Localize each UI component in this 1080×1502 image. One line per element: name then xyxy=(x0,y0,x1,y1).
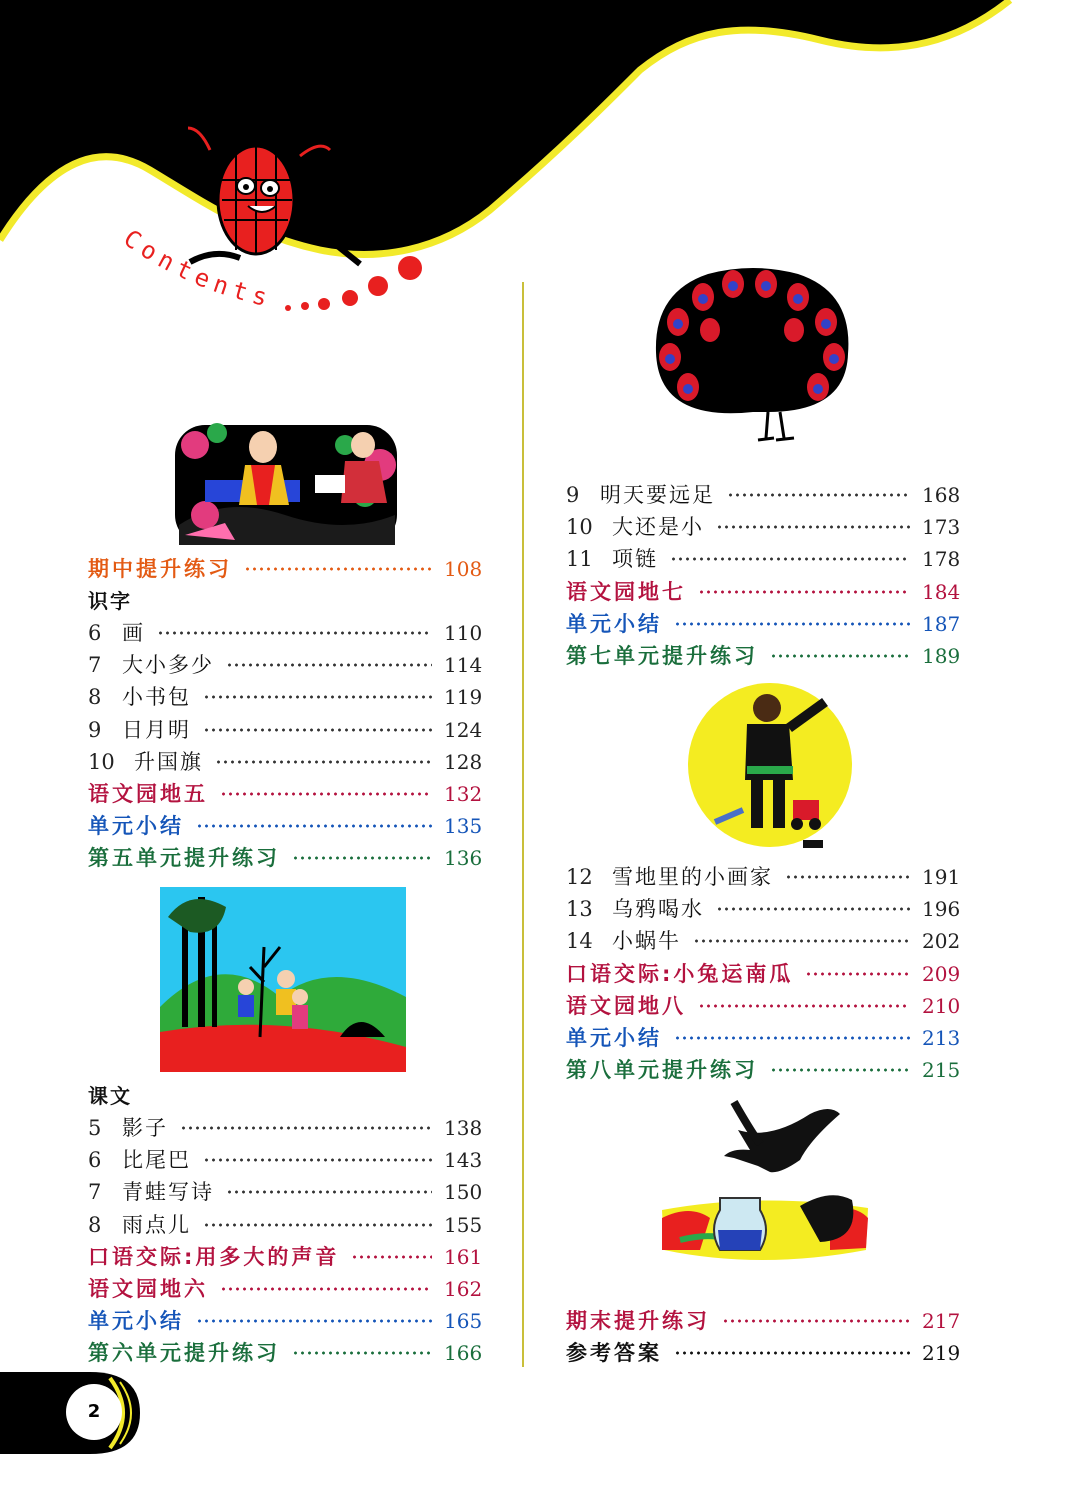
toc-entry-title: 口语交际:用多大的声音 xyxy=(88,1244,340,1269)
toc-entry[interactable] xyxy=(566,958,960,990)
toc-entry-page: 136 xyxy=(444,846,483,871)
toc-entry-page: 209 xyxy=(922,961,961,986)
dot-leader xyxy=(157,631,432,635)
toc-entry[interactable] xyxy=(88,746,482,778)
toc-entry-title: 口语交际:小兔运南瓜 xyxy=(566,961,794,986)
dot-leader xyxy=(670,557,910,561)
toc-entry-page: 168 xyxy=(922,483,961,507)
toc-entry-number: 10 xyxy=(88,749,115,774)
toc-entry[interactable] xyxy=(88,842,482,874)
toc-entry-title: 第五单元提升练习 xyxy=(88,846,280,871)
toc-entry-title: 语文园地五 xyxy=(88,782,208,806)
toc-entry-page: 217 xyxy=(922,1309,961,1333)
toc-entry-title: 期中提升练习 xyxy=(88,557,232,581)
toc-entry-page: 119 xyxy=(444,685,483,710)
toc-entry-title: 语文园地七 xyxy=(566,579,686,604)
toc-entry[interactable] xyxy=(566,640,960,672)
contents-heading xyxy=(0,0,1080,330)
toc-entry-title: 第六单元提升练习 xyxy=(88,1341,280,1366)
dot-leader xyxy=(716,525,910,529)
toc-entry[interactable] xyxy=(566,479,960,511)
toc-entry-number: 11 xyxy=(566,547,593,572)
toc-entry-page: 114 xyxy=(444,653,483,678)
dot-leader xyxy=(785,875,910,879)
section-heading-kewen: 课文 xyxy=(88,1084,132,1108)
toc-entry-title: 影子 xyxy=(122,1116,168,1140)
toc-entry-page: 215 xyxy=(922,1058,961,1083)
toc-entry-page: 219 xyxy=(922,1341,961,1366)
toc-entry-title: 小蜗牛 xyxy=(612,929,681,954)
toc-entry-number: 7 xyxy=(88,1180,102,1205)
toc-entry-title: 大还是小 xyxy=(612,515,704,540)
page-number: 2 xyxy=(66,1384,122,1440)
dot-leader xyxy=(203,695,432,699)
toc-entry-number: 5 xyxy=(88,1116,102,1140)
toc-entry-page: 128 xyxy=(444,749,483,774)
toc-entry-page: 138 xyxy=(444,1116,483,1140)
dot-leader xyxy=(196,1319,432,1323)
toc-entry-number: 6 xyxy=(88,621,102,645)
toc-entry-page: 165 xyxy=(444,1309,483,1334)
toc-entry-page: 213 xyxy=(922,1026,961,1050)
dot-leader xyxy=(292,856,432,860)
toc-entry-page: 187 xyxy=(922,611,961,636)
toc-left-column xyxy=(88,553,482,1373)
dot-leader xyxy=(203,1223,432,1227)
toc-entry-number: 7 xyxy=(88,653,102,678)
toc-entry-title: 雨点儿 xyxy=(122,1212,191,1237)
toc-entry-title: 升国旗 xyxy=(134,749,203,774)
toc-entry-number: 8 xyxy=(88,1212,102,1237)
toc-entry-page: 178 xyxy=(922,547,961,572)
toc-entry-number: 8 xyxy=(88,685,102,710)
dot-leader xyxy=(244,567,432,571)
dot-leader xyxy=(196,824,432,828)
toc-entry-page: 184 xyxy=(922,579,961,604)
toc-entry-title: 乌鸦喝水 xyxy=(612,897,704,922)
toc-entry-title: 单元小结 xyxy=(88,814,184,839)
dot-leader xyxy=(226,1190,432,1194)
toc-entry-page: 155 xyxy=(444,1212,483,1237)
toc-entry-title: 青蛙写诗 xyxy=(122,1180,214,1205)
dot-leader xyxy=(674,1351,910,1355)
dot-leader xyxy=(716,907,910,911)
dot-leader xyxy=(698,590,910,594)
dot-leader xyxy=(722,1319,910,1323)
toc-entry[interactable] xyxy=(88,1273,482,1305)
toc-entry-title: 语文园地八 xyxy=(566,993,686,1018)
dot-leader xyxy=(220,1287,432,1291)
toc-entry-page: 124 xyxy=(444,717,483,742)
dot-leader xyxy=(805,972,910,976)
toc-entry-number: 14 xyxy=(566,929,593,954)
toc-entry[interactable] xyxy=(566,861,960,893)
toc-entry[interactable] xyxy=(566,1305,960,1337)
toc-entry-title: 小书包 xyxy=(122,685,191,710)
toc-entry-page: 210 xyxy=(922,993,961,1018)
toc-entry-title: 画 xyxy=(122,621,145,645)
toc-entry[interactable] xyxy=(88,649,482,681)
contents-title: Contents xyxy=(118,224,276,313)
toc-entry[interactable] xyxy=(88,1209,482,1241)
toc-entry[interactable] xyxy=(88,810,482,842)
toc-entry[interactable] xyxy=(566,990,960,1022)
toc-entry[interactable] xyxy=(88,1337,482,1369)
toc-entry-title: 第八单元提升练习 xyxy=(566,1058,758,1083)
toc-entry-page: 135 xyxy=(444,814,483,839)
dot-leader xyxy=(351,1255,432,1259)
svg-text:Contents xyxy=(119,224,276,313)
toc-entry-number: 6 xyxy=(88,1148,102,1173)
toc-entry-page: 173 xyxy=(922,515,961,540)
toc-entry-number: 12 xyxy=(566,865,593,889)
toc-entry-page: 150 xyxy=(444,1180,483,1205)
toc-entry-page: 132 xyxy=(444,782,483,806)
toc-entry[interactable] xyxy=(566,576,960,608)
toc-entry-page: 108 xyxy=(444,557,483,581)
toc-entry-page: 202 xyxy=(922,929,961,954)
column-divider xyxy=(522,282,524,1367)
toc-entry[interactable] xyxy=(88,1176,482,1208)
toc-entry-title: 日月明 xyxy=(122,717,191,742)
toc-entry[interactable] xyxy=(88,1112,482,1144)
toc-entry[interactable] xyxy=(88,1241,482,1273)
dot-leader xyxy=(674,1036,910,1040)
dot-leader xyxy=(727,493,910,497)
toc-entry[interactable] xyxy=(88,681,482,713)
toc-entry-title: 单元小结 xyxy=(88,1309,184,1334)
peacock-illustration xyxy=(648,262,858,448)
toc-entry-title: 雪地里的小画家 xyxy=(612,865,773,889)
toc-right-column xyxy=(566,479,960,1379)
dot-leader xyxy=(698,1004,910,1008)
toc-entry[interactable] xyxy=(88,1144,482,1176)
toc-entry-title: 比尾巴 xyxy=(122,1148,191,1173)
dot-leader xyxy=(203,728,432,732)
toc-entry[interactable] xyxy=(566,1054,960,1086)
toc-entry-page: 189 xyxy=(922,644,961,668)
toc-entry-page: 110 xyxy=(444,621,483,645)
toc-entry-page: 166 xyxy=(444,1341,483,1366)
toc-entry[interactable] xyxy=(566,543,960,575)
toc-entry-title: 项链 xyxy=(612,547,658,572)
toc-entry[interactable] xyxy=(88,714,482,746)
toc-entry-title: 大小多少 xyxy=(122,653,214,678)
toc-entry-page: 162 xyxy=(444,1277,483,1301)
toc-entry[interactable] xyxy=(88,778,482,810)
toc-entry-title: 单元小结 xyxy=(566,1026,662,1050)
dot-leader xyxy=(215,760,432,764)
toc-entry-title: 期末提升练习 xyxy=(566,1309,710,1333)
dot-leader xyxy=(292,1351,432,1355)
toc-entry-number: 13 xyxy=(566,897,593,922)
toc-entry[interactable] xyxy=(88,1305,482,1337)
toc-entry-page: 161 xyxy=(444,1244,483,1269)
dot-leader xyxy=(770,654,910,658)
toc-entry[interactable] xyxy=(88,553,482,585)
toc-entry-number: 9 xyxy=(88,717,102,742)
dot-leader xyxy=(226,663,432,667)
toc-entry-page: 143 xyxy=(444,1148,483,1173)
dot-leader xyxy=(674,622,910,626)
toc-entry-number: 9 xyxy=(566,483,580,507)
toc-entry[interactable] xyxy=(566,608,960,640)
dot-leader xyxy=(180,1126,432,1130)
toc-entry-title: 第七单元提升练习 xyxy=(566,644,758,668)
toc-entry-page: 196 xyxy=(922,897,961,922)
toc-entry-title: 参考答案 xyxy=(566,1341,662,1366)
toc-entry[interactable] xyxy=(566,511,960,543)
toc-entry[interactable] xyxy=(566,1337,960,1369)
girls-reading-illustration xyxy=(165,405,405,550)
toc-entry-title: 单元小结 xyxy=(566,611,662,636)
dot-leader xyxy=(693,939,910,943)
toc-entry[interactable] xyxy=(566,893,960,925)
section-heading-shizi: 识字 xyxy=(88,589,132,613)
dot-leader xyxy=(203,1158,432,1162)
toc-entry-number: 10 xyxy=(566,515,593,540)
dot-leader xyxy=(770,1068,910,1072)
toc-entry-page: 191 xyxy=(922,865,961,889)
toc-entry[interactable] xyxy=(566,1022,960,1054)
toc-entry[interactable] xyxy=(88,617,482,649)
dot-leader xyxy=(220,792,432,796)
toc-entry[interactable] xyxy=(566,925,960,957)
toc-entry-title: 明天要远足 xyxy=(600,483,715,507)
toc-entry-title: 语文园地六 xyxy=(88,1277,208,1301)
